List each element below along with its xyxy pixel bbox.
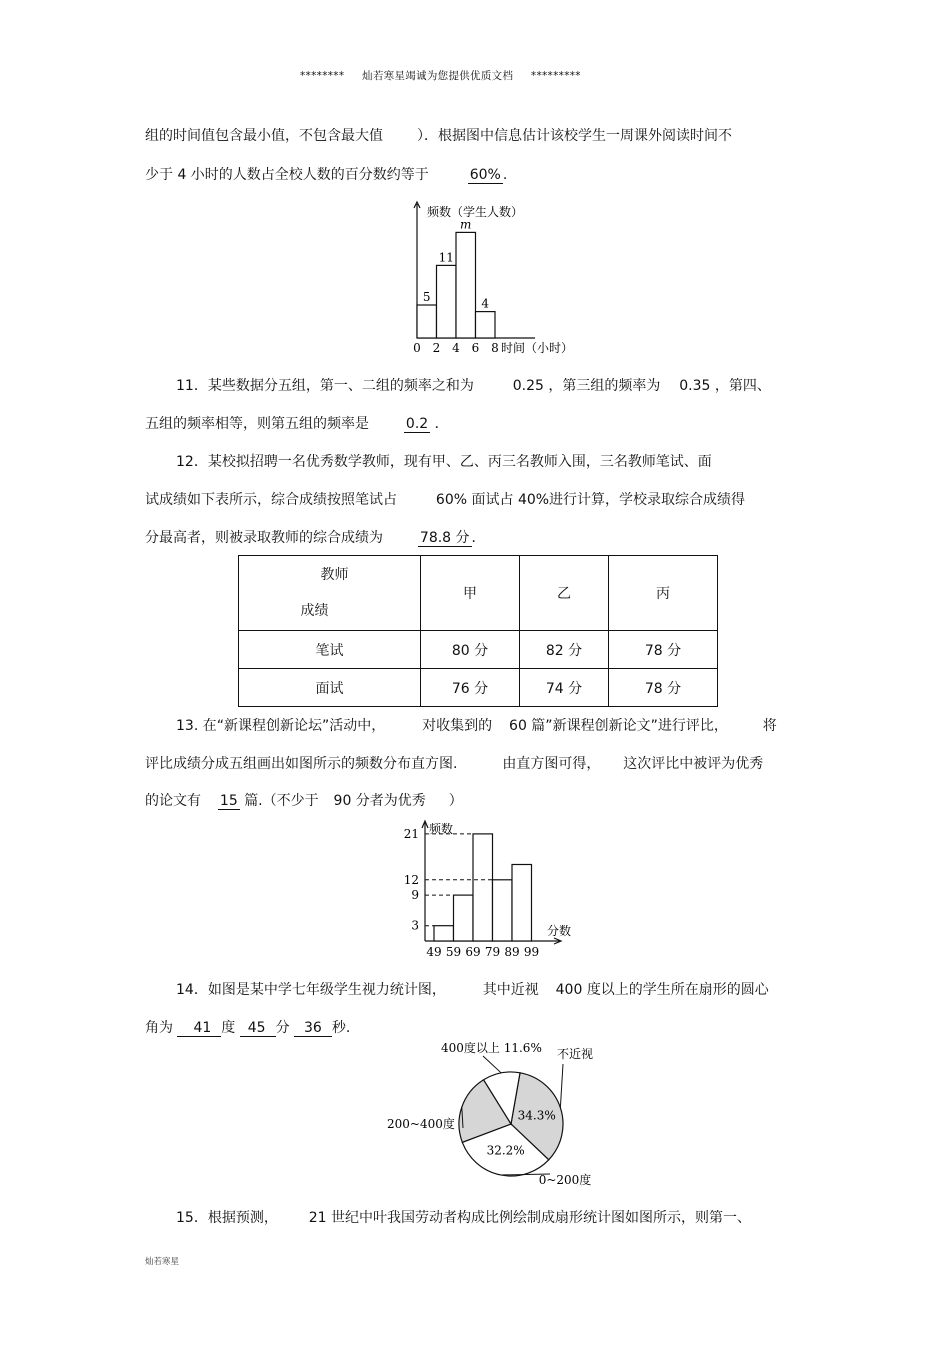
table-header-cell: 丙 — [609, 556, 718, 631]
q14-line2 — [145, 1017, 350, 1037]
table-corner-cell — [239, 556, 421, 631]
x-tick-label: 4 — [452, 341, 460, 355]
q12-p2: 40%进行计算，学校录取综合成绩得 — [517, 492, 746, 508]
x-axis-label: 分数 — [547, 924, 572, 938]
chart-reading-time — [395, 198, 575, 358]
bar — [417, 305, 437, 338]
q12-line3-end: ． — [471, 530, 486, 546]
bar — [454, 895, 474, 941]
pie-value-label: 34.3% — [517, 1108, 556, 1123]
q11-answer: 0.2 — [405, 416, 429, 432]
page-header — [300, 68, 595, 83]
q14-answer-minutes: 45 — [240, 1020, 276, 1037]
table-cell: 80 分 — [421, 631, 520, 669]
pie-category-label: 200~400度 — [387, 1117, 455, 1131]
pie-value-label: 32.2% — [486, 1143, 525, 1158]
y-axis-label: 频数（学生人数） — [427, 205, 524, 219]
q13-line2-a: 评比成绩分成五组画出如图所示的频数分布直方图. — [145, 756, 458, 772]
q11-line2 — [145, 413, 449, 433]
header-title: 灿若寒星竭诚为您提供优质文档 — [362, 70, 514, 82]
q15-line1 — [176, 1207, 751, 1227]
x-tick-label: 0 — [413, 341, 421, 355]
page-footer: 灿若寒星 — [145, 1257, 180, 1267]
q15-line1-b: 21 世纪中叶我国劳动者构成比例绘制成扇形统计图如图所示，则第一、 — [308, 1210, 751, 1226]
corner-bottom-label: 成绩 — [300, 603, 329, 619]
x-tick-label: 99 — [523, 945, 540, 959]
q10-line1 — [145, 125, 732, 145]
pie-category-label: 0~200度 — [538, 1173, 592, 1187]
header-stars-right: ********* — [530, 70, 581, 82]
q11-line1-a: 11．某些数据分五组，第一、二组的频率之和为 — [176, 378, 474, 394]
bar — [434, 926, 454, 941]
table-cell: 78 分 — [609, 631, 718, 669]
table-cell: 82 分 — [520, 631, 609, 669]
q14-line1-b: 其中近视 — [482, 982, 539, 998]
q13-line1-c: 60 篇”新课程创新论文”进行评比， — [509, 718, 728, 734]
bar — [437, 265, 457, 338]
q13-line3-d: ） — [448, 793, 463, 809]
q14-line1-c: 400 度以上的学生所在扇形的圆心 — [555, 982, 769, 998]
q11-line1 — [176, 375, 771, 395]
x-tick-label: 8 — [491, 341, 499, 355]
q13-line2-b: 由直方图可得， — [502, 756, 601, 772]
table-cell: 78 分 — [609, 669, 718, 707]
q11-line1-c: ，第四、 — [714, 378, 771, 394]
q12-line1: 12．某校拟招聘一名优秀数学教师，现有甲、乙、丙三名教师入围，三名教师笔试、面 — [176, 454, 712, 470]
bar-value-label: 11 — [438, 250, 454, 265]
score-table — [238, 555, 718, 707]
x-tick-label: 49 — [426, 945, 442, 959]
x-tick-label: 59 — [445, 945, 462, 959]
bar — [456, 232, 476, 338]
x-tick-label: 6 — [471, 341, 480, 355]
q10-line1-b: ）．根据图中信息估计该校学生一周课外阅读时间不 — [417, 128, 732, 144]
q10-line2-a: 少于 4 小时的人数占全校人数的百分数约等于 — [145, 167, 429, 183]
bar-value-label: m — [460, 217, 472, 232]
q10-answer: 60% — [469, 167, 501, 183]
q11-line2-a: 五组的频率相等，则第五组的频率是 — [145, 416, 369, 432]
q14-line1 — [176, 979, 769, 999]
table-header-cell: 甲 — [421, 556, 520, 631]
q13-line3 — [145, 790, 463, 810]
x-tick-label: 89 — [504, 945, 520, 959]
x-tick-label: 2 — [432, 341, 441, 355]
y-tick-label: 21 — [403, 826, 419, 841]
y-tick-label: 9 — [411, 888, 419, 903]
q12-p1: 60% — [435, 492, 468, 508]
q13-line3-a: 的论文有 — [145, 793, 201, 809]
q15-line1-a: 15．根据预测， — [176, 1210, 278, 1226]
table-header-cell: 乙 — [520, 556, 609, 631]
bar — [473, 834, 493, 941]
bar — [493, 880, 513, 941]
q14-unit-minutes: 分 — [275, 1020, 290, 1036]
q14-unit-degrees: 度 — [221, 1020, 236, 1036]
q11-line1-b: ，第三组的频率为 — [548, 378, 661, 394]
header-stars-left: ******** — [300, 70, 345, 82]
q13-line1 — [176, 715, 777, 735]
q13-line1-b: 对收集到的 — [422, 718, 493, 734]
q13-line2-c: 这次评比中被评为优秀 — [623, 756, 764, 772]
q14-answer-degrees: 41 — [177, 1020, 221, 1037]
pie-leader-line — [483, 1056, 501, 1073]
q14-unit-seconds: 秒. — [331, 1020, 351, 1036]
y-tick-label: 12 — [403, 872, 419, 887]
q14-line2-a: 角为 — [145, 1020, 173, 1036]
q12-line2-b: 面试占 — [471, 492, 514, 508]
q10-line2-end: . — [502, 167, 508, 183]
q11-v2: 0.35 — [679, 378, 711, 394]
bar-value-label: 5 — [422, 290, 431, 304]
q13-line3-b: 篇.（不少于 — [244, 793, 319, 809]
chart-vision-pie — [385, 1042, 600, 1192]
pie-category-label: 不近视 — [556, 1047, 594, 1061]
q14-answer-seconds: 36 — [294, 1020, 332, 1037]
table-row — [239, 669, 718, 707]
x-tick-label: 79 — [484, 945, 501, 959]
q12-line3 — [145, 527, 486, 547]
bar — [512, 865, 532, 942]
x-axis-label: 时间（小时） — [501, 341, 574, 355]
q10-line1-a: 组的时间值包含最小值，不包含最大值 — [145, 128, 383, 144]
x-tick-label: 69 — [465, 945, 481, 959]
q12-line2 — [145, 489, 745, 509]
q11-v1: 0.25 — [512, 378, 544, 394]
table-cell: 76 分 — [421, 669, 520, 707]
pie-category-label: 400度以上 11.6% — [441, 1042, 542, 1055]
q13-line2 — [145, 753, 763, 773]
q12-line2-a: 试成绩如下表所示，综合成绩按照笔试占 — [145, 492, 397, 508]
table-header-row — [239, 556, 718, 631]
q10-line2 — [145, 164, 507, 184]
chart-essay-scores — [395, 818, 585, 963]
q14-line1-a: 14．如图是某中学七年级学生视力统计图， — [176, 982, 446, 998]
pie-leader-line — [560, 1064, 563, 1108]
y-axis-label: 频数 — [429, 822, 454, 836]
y-tick-label: 3 — [411, 918, 419, 933]
q12-line3-a: 分最高者，则被录取教师的综合成绩为 — [145, 530, 383, 546]
q13-line1-d: 将 — [762, 718, 777, 734]
corner-top-label: 教师 — [320, 567, 349, 583]
bar-value-label: 4 — [481, 296, 490, 311]
bar — [476, 312, 496, 338]
q12-answer: 78.8 分 — [419, 530, 470, 546]
table-row-label: 笔试 — [239, 631, 421, 669]
q13-answer: 15 — [219, 793, 238, 809]
table-row — [239, 631, 718, 669]
table-cell: 74 分 — [520, 669, 609, 707]
table-row-label: 面试 — [239, 669, 421, 707]
q11-line2-end: ． — [434, 416, 449, 432]
q13-line3-c: 90 分者为优秀 — [333, 793, 426, 809]
q13-line1-a: 13. 在“新课程创新论坛”活动中， — [176, 718, 386, 734]
